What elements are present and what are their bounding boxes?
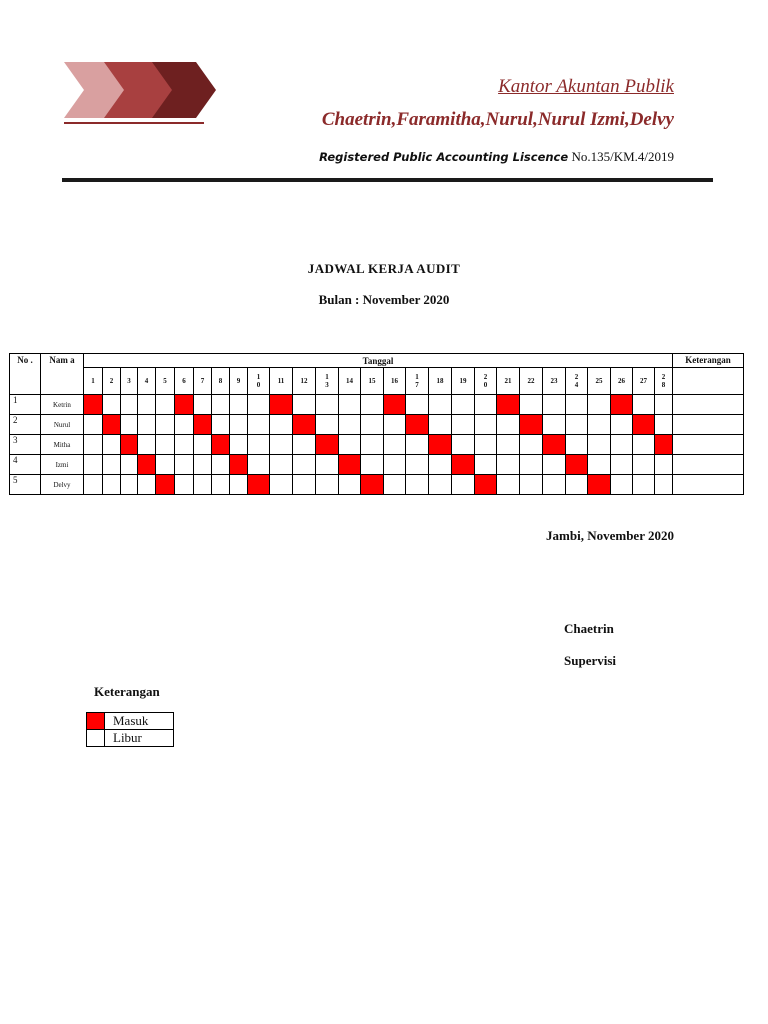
firm-partners: Chaetrin,Faramitha,Nurul,Nurul Izmi,Delvy xyxy=(321,109,674,130)
legend-swatch-libur xyxy=(87,730,105,747)
masuk-cell xyxy=(84,395,103,415)
masuk-cell xyxy=(156,475,175,495)
libur-cell xyxy=(316,475,339,495)
masuk-cell xyxy=(121,435,138,455)
libur-cell xyxy=(270,415,293,435)
libur-cell xyxy=(212,475,230,495)
masuk-cell xyxy=(212,435,230,455)
libur-cell xyxy=(655,475,673,495)
libur-cell xyxy=(230,415,248,435)
libur-cell xyxy=(194,395,212,415)
day-header-9: 9 xyxy=(230,368,248,395)
libur-cell xyxy=(655,455,673,475)
legend-title: Keterangan xyxy=(94,684,160,699)
libur-cell xyxy=(633,455,655,475)
masuk-cell xyxy=(497,395,520,415)
auditor-name: Mitha xyxy=(41,435,84,455)
day-header-18: 18 xyxy=(429,368,452,395)
libur-cell xyxy=(406,475,429,495)
keterangan-cell xyxy=(673,435,744,455)
libur-cell xyxy=(121,475,138,495)
libur-cell xyxy=(121,395,138,415)
libur-cell xyxy=(566,395,588,415)
libur-cell xyxy=(361,395,384,415)
libur-cell xyxy=(293,455,316,475)
stacked-day-label: 1 0 xyxy=(256,373,261,389)
libur-cell xyxy=(543,455,566,475)
stacked-day-label: 2 8 xyxy=(661,373,666,389)
libur-cell xyxy=(566,475,588,495)
auditor-name: Nurul xyxy=(41,415,84,435)
libur-cell xyxy=(121,415,138,435)
masuk-cell xyxy=(175,395,194,415)
stacked-day-label: 2 0 xyxy=(483,373,488,389)
day-header-13 xyxy=(316,368,339,395)
libur-cell xyxy=(588,435,611,455)
day-header-4: 4 xyxy=(138,368,156,395)
signatory-name: Chaetrin xyxy=(564,621,614,636)
legend-row-masuk xyxy=(87,713,174,730)
libur-cell xyxy=(212,455,230,475)
row-number: 2 xyxy=(10,415,41,435)
stacked-day-label: 1 7 xyxy=(415,373,419,389)
masuk-cell xyxy=(566,455,588,475)
schedule-row xyxy=(10,475,744,495)
libur-cell xyxy=(103,455,121,475)
libur-cell xyxy=(633,475,655,495)
libur-cell xyxy=(194,475,212,495)
libur-cell xyxy=(497,455,520,475)
header-keterangan: Keterangan xyxy=(673,354,744,368)
libur-cell xyxy=(633,435,655,455)
logo-underline xyxy=(64,122,204,124)
libur-cell xyxy=(452,435,475,455)
row-number: 1 xyxy=(10,395,41,415)
libur-cell xyxy=(588,455,611,475)
libur-cell xyxy=(520,395,543,415)
day-header-12: 12 xyxy=(293,368,316,395)
masuk-cell xyxy=(361,475,384,495)
licence-number: No.135/KM.4/2019 xyxy=(571,149,674,164)
day-header-6: 6 xyxy=(175,368,194,395)
libur-cell xyxy=(103,435,121,455)
libur-cell xyxy=(361,435,384,455)
firm-title: Kantor Akuntan Publik xyxy=(498,76,674,97)
masuk-cell xyxy=(655,435,673,455)
keterangan-cell xyxy=(673,395,744,415)
row-number: 5 xyxy=(10,475,41,495)
day-header-3: 3 xyxy=(121,368,138,395)
header-tanggal: Tanggal xyxy=(84,354,673,368)
libur-cell xyxy=(497,475,520,495)
day-header-14: 14 xyxy=(339,368,361,395)
libur-cell xyxy=(339,435,361,455)
signatory-role: Supervisi xyxy=(564,653,617,668)
libur-cell xyxy=(248,455,270,475)
day-header-1: 1 xyxy=(84,368,103,395)
masuk-cell xyxy=(339,455,361,475)
keterangan-cell xyxy=(673,455,744,475)
auditor-name: Ketrin xyxy=(41,395,84,415)
libur-cell xyxy=(406,455,429,475)
header-no: No . xyxy=(10,354,41,395)
day-header-2: 2 xyxy=(103,368,121,395)
schedule-row xyxy=(10,395,744,415)
libur-cell xyxy=(406,395,429,415)
libur-cell xyxy=(588,415,611,435)
libur-cell xyxy=(156,415,175,435)
licence-line xyxy=(319,149,674,165)
libur-cell xyxy=(475,455,497,475)
masuk-cell xyxy=(384,395,406,415)
legend-label-masuk: Masuk xyxy=(105,713,174,730)
libur-cell xyxy=(520,475,543,495)
libur-cell xyxy=(270,475,293,495)
libur-cell xyxy=(248,395,270,415)
auditor-name: Izmi xyxy=(41,455,84,475)
libur-cell xyxy=(103,475,121,495)
libur-cell xyxy=(248,415,270,435)
libur-cell xyxy=(293,435,316,455)
libur-cell xyxy=(566,415,588,435)
masuk-cell xyxy=(475,475,497,495)
libur-cell xyxy=(138,415,156,435)
libur-cell xyxy=(452,395,475,415)
libur-cell xyxy=(406,435,429,455)
libur-cell xyxy=(611,475,633,495)
day-header-10 xyxy=(248,368,270,395)
libur-cell xyxy=(175,475,194,495)
keterangan-cell xyxy=(673,475,744,495)
libur-cell xyxy=(361,415,384,435)
document-month: Bulan : November 2020 xyxy=(318,292,450,307)
libur-cell xyxy=(316,395,339,415)
stacked-day-label: 2 4 xyxy=(574,373,579,389)
day-header-7: 7 xyxy=(194,368,212,395)
libur-cell xyxy=(175,415,194,435)
libur-cell xyxy=(452,415,475,435)
libur-cell xyxy=(230,395,248,415)
libur-cell xyxy=(339,395,361,415)
day-header-11: 11 xyxy=(270,368,293,395)
header-rule xyxy=(62,178,713,182)
day-header-20 xyxy=(475,368,497,395)
row-number: 4 xyxy=(10,455,41,475)
day-header-23: 23 xyxy=(543,368,566,395)
libur-cell xyxy=(212,395,230,415)
libur-cell xyxy=(121,455,138,475)
masuk-cell xyxy=(138,455,156,475)
libur-cell xyxy=(588,395,611,415)
document-title: JADWAL KERJA AUDIT xyxy=(307,261,461,276)
masuk-cell xyxy=(588,475,611,495)
schedule-row xyxy=(10,455,744,475)
day-header-15: 15 xyxy=(361,368,384,395)
libur-cell xyxy=(230,435,248,455)
libur-cell xyxy=(175,455,194,475)
day-header-24 xyxy=(566,368,588,395)
schedule-table xyxy=(9,353,744,495)
legend-table xyxy=(86,712,174,747)
libur-cell xyxy=(475,395,497,415)
libur-cell xyxy=(543,415,566,435)
libur-cell xyxy=(156,435,175,455)
libur-cell xyxy=(543,395,566,415)
day-header-17 xyxy=(406,368,429,395)
header-nama: Nam a xyxy=(41,354,84,395)
libur-cell xyxy=(212,415,230,435)
libur-cell xyxy=(84,475,103,495)
legend-label-libur: Libur xyxy=(105,730,174,747)
libur-cell xyxy=(429,455,452,475)
libur-cell xyxy=(175,435,194,455)
day-header-16: 16 xyxy=(384,368,406,395)
legend-row-libur xyxy=(87,730,174,747)
day-header-25: 25 xyxy=(588,368,611,395)
libur-cell xyxy=(270,455,293,475)
libur-cell xyxy=(384,415,406,435)
libur-cell xyxy=(611,415,633,435)
libur-cell xyxy=(194,435,212,455)
libur-cell xyxy=(543,475,566,495)
day-header-22: 22 xyxy=(520,368,543,395)
libur-cell xyxy=(339,415,361,435)
libur-cell xyxy=(84,415,103,435)
masuk-cell xyxy=(611,395,633,415)
legend-swatch-masuk xyxy=(87,713,105,730)
day-header-5: 5 xyxy=(156,368,175,395)
libur-cell xyxy=(655,395,673,415)
libur-cell xyxy=(429,395,452,415)
libur-cell xyxy=(248,435,270,455)
libur-cell xyxy=(384,455,406,475)
libur-cell xyxy=(293,475,316,495)
libur-cell xyxy=(138,475,156,495)
masuk-cell xyxy=(194,415,212,435)
libur-cell xyxy=(429,475,452,495)
masuk-cell xyxy=(406,415,429,435)
libur-cell xyxy=(655,415,673,435)
libur-cell xyxy=(156,455,175,475)
libur-cell xyxy=(138,435,156,455)
libur-cell xyxy=(84,455,103,475)
libur-cell xyxy=(611,435,633,455)
schedule-row xyxy=(10,435,744,455)
libur-cell xyxy=(293,395,316,415)
day-header-26: 26 xyxy=(611,368,633,395)
libur-cell xyxy=(156,395,175,415)
libur-cell xyxy=(520,455,543,475)
libur-cell xyxy=(633,395,655,415)
masuk-cell xyxy=(543,435,566,455)
masuk-cell xyxy=(452,455,475,475)
libur-cell xyxy=(429,415,452,435)
libur-cell xyxy=(384,475,406,495)
day-header-28 xyxy=(655,368,673,395)
libur-cell xyxy=(384,435,406,455)
masuk-cell xyxy=(316,435,339,455)
libur-cell xyxy=(611,455,633,475)
masuk-cell xyxy=(520,415,543,435)
libur-cell xyxy=(194,455,212,475)
libur-cell xyxy=(497,415,520,435)
libur-cell xyxy=(84,435,103,455)
libur-cell xyxy=(138,395,156,415)
keterangan-cell xyxy=(673,415,744,435)
libur-cell xyxy=(230,475,248,495)
row-number: 3 xyxy=(10,435,41,455)
libur-cell xyxy=(475,435,497,455)
libur-cell xyxy=(339,475,361,495)
libur-cell xyxy=(497,435,520,455)
day-header-8: 8 xyxy=(212,368,230,395)
day-header-21: 21 xyxy=(497,368,520,395)
masuk-cell xyxy=(230,455,248,475)
masuk-cell xyxy=(633,415,655,435)
libur-cell xyxy=(103,395,121,415)
day-header-27: 27 xyxy=(633,368,655,395)
masuk-cell xyxy=(270,395,293,415)
stacked-day-label: 1 3 xyxy=(325,373,329,389)
libur-cell xyxy=(520,435,543,455)
libur-cell xyxy=(316,455,339,475)
libur-cell xyxy=(475,415,497,435)
masuk-cell xyxy=(248,475,270,495)
place-date: Jambi, November 2020 xyxy=(546,528,674,543)
masuk-cell xyxy=(293,415,316,435)
libur-cell xyxy=(316,415,339,435)
masuk-cell xyxy=(103,415,121,435)
masuk-cell xyxy=(429,435,452,455)
firm-logo xyxy=(64,62,216,122)
keterangan-header-blank xyxy=(673,368,744,395)
libur-cell xyxy=(566,435,588,455)
licence-label: Registered Public Accounting Liscence xyxy=(319,150,569,164)
libur-cell xyxy=(452,475,475,495)
auditor-name: Delvy xyxy=(41,475,84,495)
libur-cell xyxy=(361,455,384,475)
libur-cell xyxy=(270,435,293,455)
schedule-row xyxy=(10,415,744,435)
day-header-19: 19 xyxy=(452,368,475,395)
